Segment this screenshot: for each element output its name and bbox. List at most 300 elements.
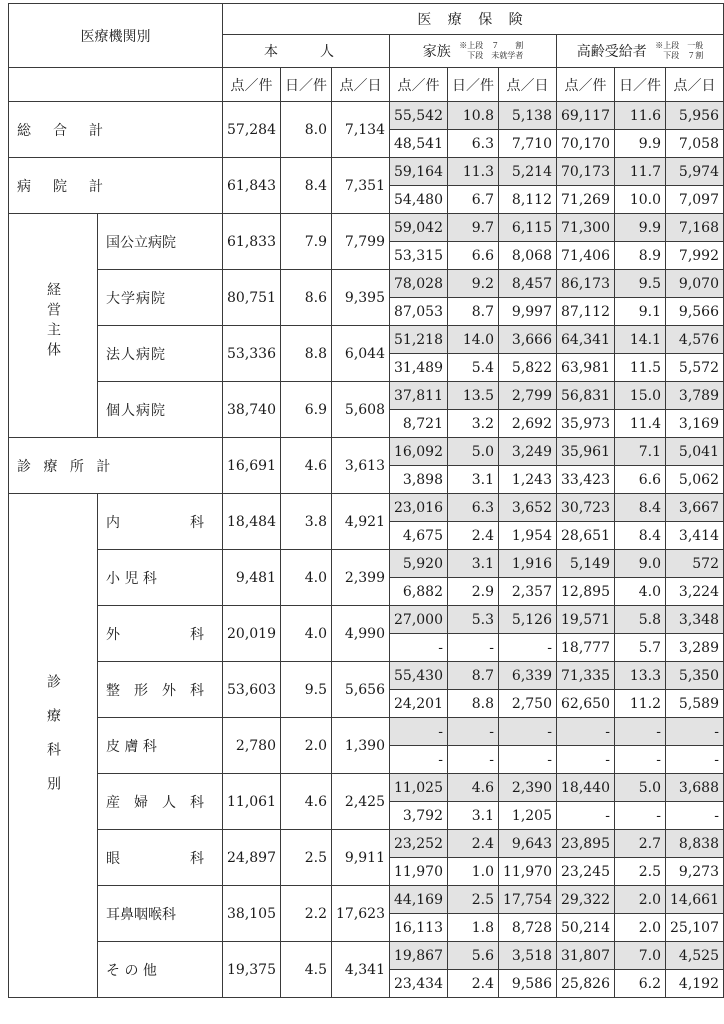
- lower-cell: 54,480: [390, 186, 448, 214]
- institution-header: [9, 4, 223, 68]
- lower-cell: 5,062: [666, 466, 724, 494]
- honnin-cell: 4,921: [332, 494, 390, 550]
- table-row: [9, 494, 724, 522]
- lower-cell: 7,992: [666, 242, 724, 270]
- table-row: [9, 326, 724, 354]
- honnin-cell: 3.8: [281, 494, 332, 550]
- upper-cell: 6,115: [499, 214, 557, 242]
- upper-cell: 13.5: [448, 382, 499, 410]
- honnin-cell: 38,740: [223, 382, 281, 438]
- lower-cell: 3,414: [666, 522, 724, 550]
- upper-cell: -: [615, 718, 666, 746]
- table-row: [9, 158, 724, 186]
- honnin-cell: 4.6: [281, 774, 332, 830]
- upper-cell: -: [499, 718, 557, 746]
- honnin-cell: 8.8: [281, 326, 332, 382]
- lower-cell: 6.2: [615, 970, 666, 998]
- row-label: 病 院 計: [9, 158, 223, 214]
- lower-cell: 1,954: [499, 522, 557, 550]
- upper-cell: 19,571: [557, 606, 615, 634]
- upper-cell: 8.4: [615, 494, 666, 522]
- unit-header-cell: 日／件: [615, 68, 666, 102]
- row-label: 診 療 所 計: [9, 438, 223, 494]
- lower-cell: 1.0: [448, 858, 499, 886]
- unit-header-cell: 点／日: [332, 68, 390, 102]
- honnin-cell: 20,019: [223, 606, 281, 662]
- lower-cell: 24,201: [390, 690, 448, 718]
- lower-cell: 8,721: [390, 410, 448, 438]
- lower-cell: 71,406: [557, 242, 615, 270]
- keiei-side-label-text: 経営主体: [45, 282, 61, 362]
- upper-cell: 9.0: [615, 550, 666, 578]
- unit-header-cell: 点／日: [666, 68, 724, 102]
- upper-cell: 6.3: [448, 494, 499, 522]
- honnin-cell: 2,780: [223, 718, 281, 774]
- lower-cell: 8,068: [499, 242, 557, 270]
- upper-cell: 2.5: [448, 886, 499, 914]
- lower-cell: 2.5: [615, 858, 666, 886]
- lower-cell: 35,973: [557, 410, 615, 438]
- lower-cell: 3.2: [448, 410, 499, 438]
- upper-cell: 7.0: [615, 942, 666, 970]
- unit-header-cell: 点／日: [499, 68, 557, 102]
- lower-cell: 9.9: [615, 130, 666, 158]
- upper-cell: 86,173: [557, 270, 615, 298]
- lower-cell: 10.0: [615, 186, 666, 214]
- unit-header-cell: 点／件: [223, 68, 281, 102]
- lower-cell: 1,243: [499, 466, 557, 494]
- lower-cell: 9,566: [666, 298, 724, 326]
- unit-header-cell: 日／件: [281, 68, 332, 102]
- lower-cell: -: [448, 634, 499, 662]
- upper-cell: 5.8: [615, 606, 666, 634]
- table-row: [9, 270, 724, 298]
- lower-cell: 25,107: [666, 914, 724, 942]
- lower-cell: 3,898: [390, 466, 448, 494]
- table-row: [9, 550, 724, 578]
- upper-cell: 5.0: [448, 438, 499, 466]
- lower-cell: 2,357: [499, 578, 557, 606]
- upper-cell: 31,807: [557, 942, 615, 970]
- honnin-cell: 4.6: [281, 438, 332, 494]
- honnin-cell: 3,613: [332, 438, 390, 494]
- honnin-cell: 2.5: [281, 830, 332, 886]
- koreisha-header: [557, 35, 724, 68]
- row-label: 法人病院: [98, 326, 223, 382]
- institution-label: 医療機関別: [80, 28, 151, 45]
- lower-cell: -: [666, 802, 724, 830]
- lower-cell: -: [390, 634, 448, 662]
- lower-cell: 33,423: [557, 466, 615, 494]
- lower-cell: -: [499, 746, 557, 774]
- lower-cell: 71,269: [557, 186, 615, 214]
- lower-cell: 7,710: [499, 130, 557, 158]
- lower-cell: 2,692: [499, 410, 557, 438]
- honnin-cell: 8.0: [281, 102, 332, 158]
- upper-cell: 1,916: [499, 550, 557, 578]
- upper-cell: 71,335: [557, 662, 615, 690]
- upper-cell: 3,789: [666, 382, 724, 410]
- row-label: 耳鼻咽喉科: [98, 886, 223, 942]
- upper-cell: 7.1: [615, 438, 666, 466]
- lower-cell: 62,650: [557, 690, 615, 718]
- upper-cell: 9.9: [615, 214, 666, 242]
- table-row: [9, 830, 724, 858]
- honnin-cell: 11,061: [223, 774, 281, 830]
- kazoku-note: [459, 41, 523, 61]
- lower-cell: 4,192: [666, 970, 724, 998]
- upper-cell: 4,576: [666, 326, 724, 354]
- upper-cell: 5,974: [666, 158, 724, 186]
- kazoku-note-line2: 下段 未就学者: [467, 51, 524, 60]
- row-label: 総 合 計: [9, 102, 223, 158]
- lower-cell: 7,058: [666, 130, 724, 158]
- row-label: 個人病院: [98, 382, 223, 438]
- upper-cell: 70,173: [557, 158, 615, 186]
- lower-cell: 8.4: [615, 522, 666, 550]
- lower-cell: -: [615, 746, 666, 774]
- upper-cell: 2.7: [615, 830, 666, 858]
- lower-cell: 5,822: [499, 354, 557, 382]
- lower-cell: 6.7: [448, 186, 499, 214]
- lower-cell: -: [615, 802, 666, 830]
- koreisha-note: [655, 41, 703, 61]
- upper-cell: 8,838: [666, 830, 724, 858]
- upper-cell: 59,042: [390, 214, 448, 242]
- honnin-cell: 8.6: [281, 270, 332, 326]
- lower-cell: 3,289: [666, 634, 724, 662]
- upper-cell: 3,249: [499, 438, 557, 466]
- medical-insurance-table: [8, 3, 724, 998]
- row-label: そ の 他: [98, 942, 223, 998]
- lower-cell: 11,970: [499, 858, 557, 886]
- upper-cell: 2,799: [499, 382, 557, 410]
- honnin-cell: 9,395: [332, 270, 390, 326]
- honnin-cell: 8.4: [281, 158, 332, 214]
- upper-cell: 3,666: [499, 326, 557, 354]
- honnin-cell: 16,691: [223, 438, 281, 494]
- upper-cell: 2.4: [448, 830, 499, 858]
- keiei-side-label: [9, 214, 98, 438]
- honnin-cell: 57,284: [223, 102, 281, 158]
- unit-header-cell: 日／件: [448, 68, 499, 102]
- table-row: [9, 718, 724, 746]
- lower-cell: 1,205: [499, 802, 557, 830]
- lower-cell: 9,273: [666, 858, 724, 886]
- row-label: 眼 科: [98, 830, 223, 886]
- honnin-cell: 9,481: [223, 550, 281, 606]
- upper-cell: 9.5: [615, 270, 666, 298]
- upper-cell: 35,961: [557, 438, 615, 466]
- upper-cell: 55,430: [390, 662, 448, 690]
- kazoku-label: 家族: [422, 44, 451, 60]
- upper-cell: 5.6: [448, 942, 499, 970]
- lower-cell: 9,997: [499, 298, 557, 326]
- table-row: [9, 438, 724, 466]
- upper-cell: 3,688: [666, 774, 724, 802]
- upper-cell: 56,831: [557, 382, 615, 410]
- upper-cell: 7,168: [666, 214, 724, 242]
- lower-cell: 8,728: [499, 914, 557, 942]
- upper-cell: 9.7: [448, 214, 499, 242]
- upper-cell: 71,300: [557, 214, 615, 242]
- upper-cell: 5.3: [448, 606, 499, 634]
- upper-cell: 27,000: [390, 606, 448, 634]
- upper-cell: 6,339: [499, 662, 557, 690]
- honnin-cell: 7,134: [332, 102, 390, 158]
- upper-cell: 59,164: [390, 158, 448, 186]
- honnin-cell: 7,799: [332, 214, 390, 270]
- upper-cell: 5,138: [499, 102, 557, 130]
- lower-cell: 8.9: [615, 242, 666, 270]
- lower-cell: 25,826: [557, 970, 615, 998]
- lower-cell: -: [499, 634, 557, 662]
- upper-cell: 15.0: [615, 382, 666, 410]
- lower-cell: 11.4: [615, 410, 666, 438]
- kazoku-header: [390, 35, 557, 68]
- lower-cell: 11,970: [390, 858, 448, 886]
- lower-cell: 6.3: [448, 130, 499, 158]
- upper-cell: 23,016: [390, 494, 448, 522]
- shinryo-side-label-text: 診療科別: [45, 674, 61, 810]
- table-row: [9, 886, 724, 914]
- upper-cell: 30,723: [557, 494, 615, 522]
- lower-cell: 8.8: [448, 690, 499, 718]
- upper-cell: 14.1: [615, 326, 666, 354]
- row-label: 産婦人科: [98, 774, 223, 830]
- honnin-cell: 17,623: [332, 886, 390, 942]
- upper-cell: 51,218: [390, 326, 448, 354]
- honnin-cell: 2.2: [281, 886, 332, 942]
- upper-cell: 44,169: [390, 886, 448, 914]
- table-row: [9, 102, 724, 130]
- upper-cell: 64,341: [557, 326, 615, 354]
- upper-cell: 16,092: [390, 438, 448, 466]
- honnin-cell: 4.0: [281, 606, 332, 662]
- kazoku-note-line1: ※上段 ７ 割: [459, 41, 524, 50]
- upper-cell: 5,350: [666, 662, 724, 690]
- upper-cell: 17,754: [499, 886, 557, 914]
- lower-cell: 4,675: [390, 522, 448, 550]
- lower-cell: 87,053: [390, 298, 448, 326]
- lower-cell: 5,589: [666, 690, 724, 718]
- upper-cell: 69,117: [557, 102, 615, 130]
- table-row: [9, 942, 724, 970]
- upper-cell: 3,667: [666, 494, 724, 522]
- row-label: 内 科: [98, 494, 223, 550]
- upper-cell: 10.8: [448, 102, 499, 130]
- lower-cell: 2.4: [448, 522, 499, 550]
- honnin-cell: 6,044: [332, 326, 390, 382]
- upper-cell: 4,525: [666, 942, 724, 970]
- lower-cell: 48,541: [390, 130, 448, 158]
- row-label: 皮 膚 科: [98, 718, 223, 774]
- honnin-cell: 5,656: [332, 662, 390, 718]
- row-label: 外 科: [98, 606, 223, 662]
- lower-cell: 6.6: [448, 242, 499, 270]
- upper-cell: 3,518: [499, 942, 557, 970]
- lower-cell: 12,895: [557, 578, 615, 606]
- upper-cell: 8.7: [448, 662, 499, 690]
- lower-cell: 18,777: [557, 634, 615, 662]
- shinryo-side-label: [9, 494, 98, 998]
- upper-cell: 11.3: [448, 158, 499, 186]
- lower-cell: 6.6: [615, 466, 666, 494]
- upper-cell: 5,041: [666, 438, 724, 466]
- upper-cell: 9,643: [499, 830, 557, 858]
- lower-cell: 3.1: [448, 466, 499, 494]
- upper-cell: 572: [666, 550, 724, 578]
- lower-cell: 23,245: [557, 858, 615, 886]
- lower-cell: 9.1: [615, 298, 666, 326]
- lower-cell: -: [557, 802, 615, 830]
- table-row: [9, 774, 724, 802]
- upper-cell: -: [390, 718, 448, 746]
- honnin-header: [223, 35, 390, 68]
- upper-cell: 9.2: [448, 270, 499, 298]
- honnin-cell: 4.5: [281, 942, 332, 998]
- lower-cell: 2,750: [499, 690, 557, 718]
- honnin-cell: 4.0: [281, 550, 332, 606]
- honnin-cell: 1,390: [332, 718, 390, 774]
- lower-cell: 23,434: [390, 970, 448, 998]
- lower-cell: -: [666, 746, 724, 774]
- lower-cell: 3,224: [666, 578, 724, 606]
- lower-cell: 31,489: [390, 354, 448, 382]
- row-label: 大学病院: [98, 270, 223, 326]
- honnin-cell: 4,990: [332, 606, 390, 662]
- lower-cell: 2.9: [448, 578, 499, 606]
- unit-header-row: [9, 68, 724, 102]
- upper-cell: 18,440: [557, 774, 615, 802]
- honnin-cell: 9.5: [281, 662, 332, 718]
- honnin-cell: 6.9: [281, 382, 332, 438]
- row-label: 整形外科: [98, 662, 223, 718]
- lower-cell: 63,981: [557, 354, 615, 382]
- upper-cell: 55,542: [390, 102, 448, 130]
- lower-cell: 4.0: [615, 578, 666, 606]
- honnin-cell: 5,608: [332, 382, 390, 438]
- upper-cell: 23,252: [390, 830, 448, 858]
- lower-cell: 11.5: [615, 354, 666, 382]
- upper-cell: 5,149: [557, 550, 615, 578]
- upper-cell: 5,956: [666, 102, 724, 130]
- lower-cell: 8,112: [499, 186, 557, 214]
- upper-cell: 3,652: [499, 494, 557, 522]
- upper-cell: 13.3: [615, 662, 666, 690]
- koreisha-note-line1: ※上段 一般: [655, 41, 704, 50]
- honnin-cell: 9,911: [332, 830, 390, 886]
- honnin-cell: 7,351: [332, 158, 390, 214]
- insurance-header: [223, 4, 724, 35]
- table-row: [9, 214, 724, 242]
- honnin-cell: 18,484: [223, 494, 281, 550]
- upper-cell: 9,070: [666, 270, 724, 298]
- upper-cell: 5,126: [499, 606, 557, 634]
- unit-header-spacer: [9, 68, 223, 102]
- lower-cell: 7,097: [666, 186, 724, 214]
- unit-header-cell: 点／件: [390, 68, 448, 102]
- upper-cell: 19,867: [390, 942, 448, 970]
- upper-cell: 5.0: [615, 774, 666, 802]
- lower-cell: -: [448, 746, 499, 774]
- lower-cell: 5.7: [615, 634, 666, 662]
- honnin-label: 本 人: [264, 44, 348, 60]
- lower-cell: 50,214: [557, 914, 615, 942]
- upper-cell: 14.0: [448, 326, 499, 354]
- row-label: 小 児 科: [98, 550, 223, 606]
- honnin-cell: 7.9: [281, 214, 332, 270]
- upper-cell: 78,028: [390, 270, 448, 298]
- upper-cell: 2.0: [615, 886, 666, 914]
- lower-cell: -: [557, 746, 615, 774]
- lower-cell: 1.8: [448, 914, 499, 942]
- honnin-cell: 2,399: [332, 550, 390, 606]
- lower-cell: 3,169: [666, 410, 724, 438]
- honnin-cell: 19,375: [223, 942, 281, 998]
- upper-cell: 23,895: [557, 830, 615, 858]
- upper-cell: 5,920: [390, 550, 448, 578]
- honnin-cell: 24,897: [223, 830, 281, 886]
- upper-cell: 14,661: [666, 886, 724, 914]
- lower-cell: 87,112: [557, 298, 615, 326]
- upper-cell: 11.6: [615, 102, 666, 130]
- upper-cell: 3.1: [448, 550, 499, 578]
- lower-cell: 3.1: [448, 802, 499, 830]
- upper-cell: 11,025: [390, 774, 448, 802]
- upper-cell: 5,214: [499, 158, 557, 186]
- row-label: 国公立病院: [98, 214, 223, 270]
- lower-cell: 5,572: [666, 354, 724, 382]
- lower-cell: 28,651: [557, 522, 615, 550]
- lower-cell: 9,586: [499, 970, 557, 998]
- upper-cell: 11.7: [615, 158, 666, 186]
- honnin-cell: 2,425: [332, 774, 390, 830]
- honnin-cell: 4,341: [332, 942, 390, 998]
- insurance-label: 医 療 保 険: [417, 12, 529, 28]
- lower-cell: 5.4: [448, 354, 499, 382]
- lower-cell: 53,315: [390, 242, 448, 270]
- honnin-cell: 38,105: [223, 886, 281, 942]
- honnin-cell: 2.0: [281, 718, 332, 774]
- lower-cell: -: [390, 746, 448, 774]
- upper-cell: 37,811: [390, 382, 448, 410]
- lower-cell: 2.4: [448, 970, 499, 998]
- upper-cell: -: [448, 718, 499, 746]
- table-row: [9, 662, 724, 690]
- table-row: [9, 382, 724, 410]
- honnin-cell: 61,833: [223, 214, 281, 270]
- upper-cell: -: [557, 718, 615, 746]
- table-row: [9, 606, 724, 634]
- lower-cell: 6,882: [390, 578, 448, 606]
- honnin-cell: 53,336: [223, 326, 281, 382]
- lower-cell: 70,170: [557, 130, 615, 158]
- unit-header-cell: 点／件: [557, 68, 615, 102]
- honnin-cell: 61,843: [223, 158, 281, 214]
- lower-cell: 8.7: [448, 298, 499, 326]
- lower-cell: 2.0: [615, 914, 666, 942]
- upper-cell: 4.6: [448, 774, 499, 802]
- koreisha-note-line2: 下段 ７割: [663, 51, 704, 60]
- lower-cell: 16,113: [390, 914, 448, 942]
- upper-cell: 8,457: [499, 270, 557, 298]
- upper-cell: 29,322: [557, 886, 615, 914]
- upper-cell: -: [666, 718, 724, 746]
- lower-cell: 3,792: [390, 802, 448, 830]
- honnin-cell: 53,603: [223, 662, 281, 718]
- upper-cell: 2,390: [499, 774, 557, 802]
